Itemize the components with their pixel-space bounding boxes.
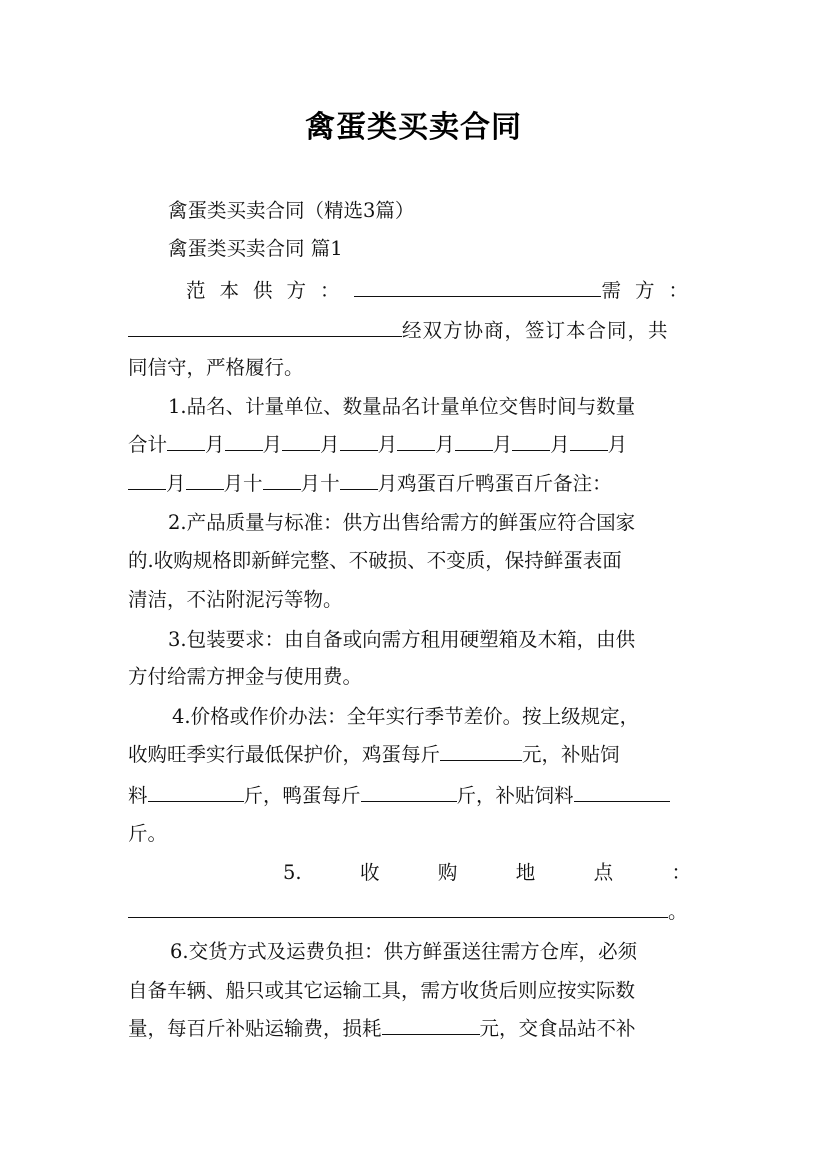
blank xyxy=(440,742,522,761)
blank xyxy=(512,432,550,451)
clause1-prefix: 合计 xyxy=(128,433,168,456)
clause5-line2 xyxy=(128,899,702,925)
clause4-line2 xyxy=(128,742,702,768)
template-label: 范本 xyxy=(186,279,254,302)
blank xyxy=(570,432,608,451)
clause4-line4: 斤。 xyxy=(128,822,168,845)
clause1-line3 xyxy=(128,471,702,497)
clause4-text: 元，补贴饲 xyxy=(522,743,620,766)
month-label: 月 xyxy=(492,433,513,456)
clause5-char: 地 xyxy=(515,861,536,884)
clause5-char: 点 xyxy=(593,861,614,884)
agreement-cont: 同信守，严格履行。 xyxy=(128,356,304,379)
blank xyxy=(340,432,378,451)
agreement-line xyxy=(128,318,702,344)
clause1-months-row xyxy=(128,432,702,458)
month-label: 月 xyxy=(205,433,225,456)
location-blank xyxy=(128,899,668,918)
clause6-line3 xyxy=(128,1016,702,1042)
blank xyxy=(128,471,166,490)
clause6-line2: 自备车辆、船只或其它运输工具，需方收货后则应按实际数 xyxy=(128,979,636,1002)
clause1-line1: 1.品名、计量单位、数量品名计量单位交售时间与数量 xyxy=(168,395,636,418)
clause6-text: 元，交食品站不补 xyxy=(479,1017,636,1040)
ten-label: 十 xyxy=(320,472,340,495)
blank xyxy=(282,432,320,451)
month-label: 月 xyxy=(435,433,455,456)
blank xyxy=(186,471,224,490)
clause3-line2: 方付给需方押金与使用费。 xyxy=(128,665,363,688)
month-label: 月 xyxy=(223,472,244,495)
clause4-line1: 4.价格或作价办法：全年实行季节差价。按上级规定， xyxy=(172,705,640,728)
blank xyxy=(382,1016,480,1035)
clause6-text: 量，每百斤补贴运输费，损耗 xyxy=(128,1017,382,1040)
clause2-line2: 的.收购规格即新鲜完整、不破损、不变质，保持鲜蛋表面 xyxy=(128,549,622,572)
blank xyxy=(225,432,263,451)
clause4-text: 斤，补贴饲料 xyxy=(456,784,574,807)
month-label: 月 xyxy=(550,433,570,456)
document-title: 禽蛋类买卖合同 xyxy=(305,110,522,145)
section-heading: 禽蛋类买卖合同 篇1 xyxy=(168,237,343,260)
clause5-end: 。 xyxy=(668,900,688,923)
blank xyxy=(397,432,435,451)
month-label: 月 xyxy=(166,472,186,495)
month-label: 月 xyxy=(377,433,398,456)
blank xyxy=(574,783,670,802)
clause6-line1: 6.交货方式及运费负担：供方鲜蛋送往需方仓库，必须 xyxy=(170,940,638,963)
clause2-line1: 2.产品质量与标准：供方出售给需方的鲜蛋应符合国家 xyxy=(168,511,636,534)
buyer-blank xyxy=(128,318,402,337)
clause1-tail: 月鸡蛋百斤鸭蛋百斤备注： xyxy=(377,472,612,495)
clause4-text: 斤，鸭蛋每斤 xyxy=(243,784,361,807)
clause5-colon: ： xyxy=(671,861,691,884)
blank xyxy=(167,432,205,451)
buyer-label: 需方： xyxy=(601,279,702,302)
ten-label: 十 xyxy=(243,472,263,495)
clause4-line3 xyxy=(128,783,702,809)
clause4-text: 收购旺季实行最低保护价，鸡蛋每斤 xyxy=(128,743,441,766)
clause5-line1 xyxy=(283,860,691,886)
clause5-number: 5. xyxy=(283,861,302,884)
clause4-text: 料 xyxy=(128,784,148,807)
clause5-char: 收 xyxy=(359,861,380,884)
blank xyxy=(148,783,244,802)
month-label: 月 xyxy=(607,433,628,456)
supplier-blank xyxy=(354,278,602,297)
blank xyxy=(455,432,493,451)
clause2-line3: 清洁，不沾附泥污等物。 xyxy=(128,588,343,611)
clause3-line1: 3.包装要求：由自备或向需方租用硬塑箱及木箱，由供 xyxy=(168,628,636,651)
agreement-text: 经双方协商，签订本合同，共 xyxy=(402,319,669,342)
parties-line xyxy=(186,278,702,304)
blank xyxy=(361,783,457,802)
month-label: 月 xyxy=(300,472,321,495)
month-label: 月 xyxy=(262,433,283,456)
blank xyxy=(263,471,301,490)
month-label: 月 xyxy=(320,433,340,456)
supplier-label: 供方： xyxy=(253,279,354,302)
clause5-char: 购 xyxy=(437,861,458,884)
subtitle: 禽蛋类买卖合同（精选3篇） xyxy=(168,199,415,222)
blank xyxy=(340,471,378,490)
